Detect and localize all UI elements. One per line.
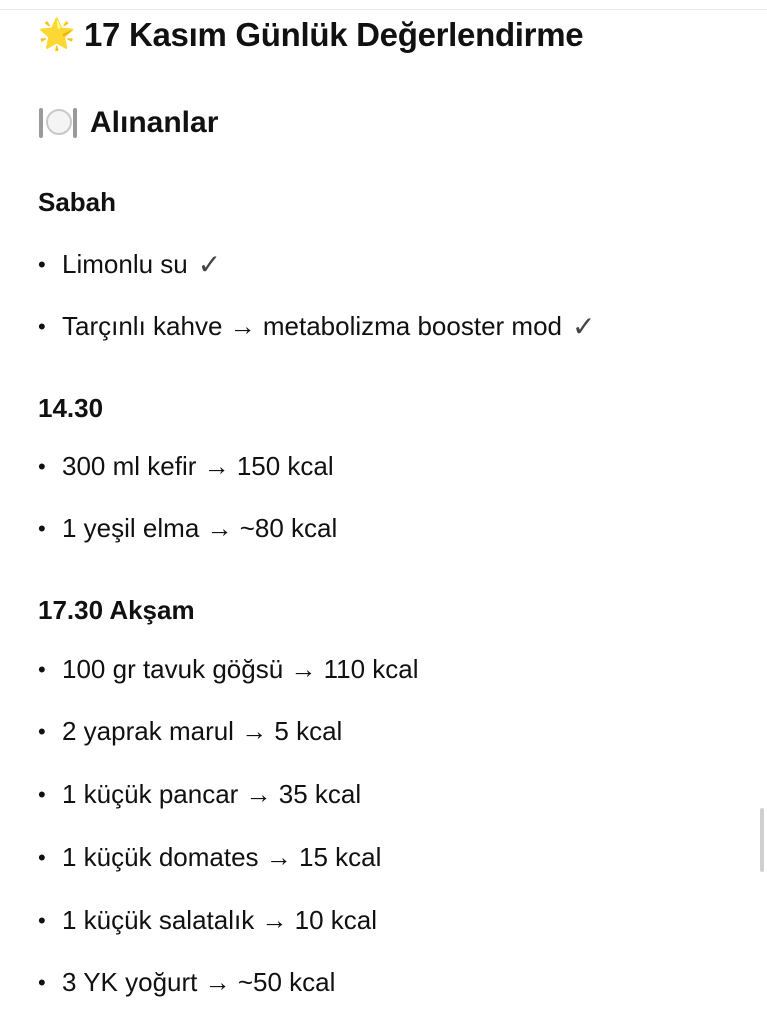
bullet: • (38, 781, 46, 807)
list-item (38, 513, 337, 544)
bullet: • (38, 907, 46, 933)
list-item (38, 451, 334, 482)
group-heading-sabah: Sabah (38, 187, 117, 217)
list-item-text: 300 ml kefir → 150 kcal (62, 451, 334, 481)
list-item-text: Limonlu su (62, 249, 188, 279)
scrollbar[interactable] (760, 808, 764, 872)
list-item-text: 1 yeşil elma → ~80 kcal (62, 513, 338, 543)
star-icon: 🌟 (38, 17, 76, 52)
plate-icon (38, 105, 78, 141)
list-item-text: 1 küçük domates → 15 kcal (62, 842, 382, 872)
list-item (38, 779, 361, 810)
bullet: • (38, 969, 46, 995)
bullet: • (38, 453, 46, 479)
section-heading-text: Alınanlar (90, 106, 219, 139)
bullet: • (38, 515, 46, 541)
page-title (38, 12, 583, 58)
bullet: • (38, 251, 46, 277)
list-item-text: 3 YK yoğurt → ~50 kcal (62, 967, 336, 997)
checkmark-icon: ✓ (572, 310, 596, 343)
list-item (38, 310, 595, 343)
bullet: • (38, 656, 46, 682)
bullet: • (38, 844, 46, 870)
list-item-text: 100 gr tavuk göğsü → 110 kcal (62, 654, 419, 684)
list-item-text: 1 küçük pancar → 35 kcal (62, 779, 362, 809)
bullet: • (38, 718, 46, 744)
list-item-text: 1 küçük salatalık → 10 kcal (62, 905, 378, 935)
list-item (38, 905, 377, 936)
list-item (38, 654, 419, 685)
list-item (38, 716, 342, 747)
section-heading (38, 100, 218, 146)
checkmark-icon: ✓ (197, 248, 222, 281)
list-item (38, 248, 221, 281)
list-item (38, 842, 381, 873)
top-divider (0, 9, 767, 10)
bullet: • (38, 313, 46, 339)
list-item-text: 2 yaprak marul → 5 kcal (62, 716, 343, 746)
page-title-text: 17 Kasım Günlük Değerlendirme (84, 16, 584, 53)
list-item (38, 967, 335, 998)
list-item-text: Tarçınlı kahve → metabolizma booster mod (62, 311, 562, 341)
group-heading-1730-aksam: 17.30 Akşam (38, 595, 195, 625)
group-heading-1430: 14.30 (38, 393, 104, 423)
